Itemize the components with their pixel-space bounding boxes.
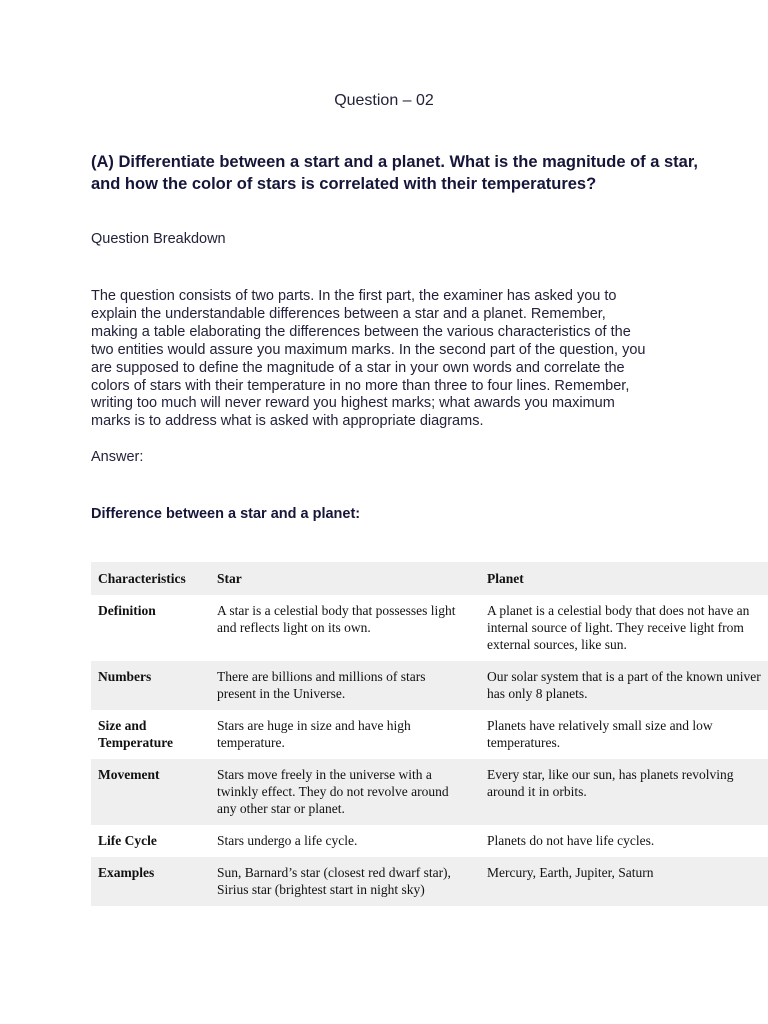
- cell-line: external sources, like sun.: [487, 637, 627, 652]
- row-characteristic: Numbers: [98, 669, 152, 684]
- row-star-cell: [210, 825, 480, 857]
- comparison-table: [91, 562, 768, 906]
- cell-line: any other star or planet.: [217, 801, 345, 816]
- paragraph-line: colors of stars with their temperature in no more than three to four lines. Remember,: [91, 377, 630, 394]
- cell-line: internal source of light. They receive light from: [487, 620, 744, 635]
- paragraph-line: explain the understandable differences between a star and a planet. Remember,: [91, 305, 606, 322]
- header-star: Star: [217, 571, 242, 586]
- row-planet-cell: [480, 710, 768, 759]
- cell-line: twinkly effect. They do not revolve around: [217, 784, 449, 799]
- row-characteristic: Definition: [98, 603, 156, 618]
- table-row: [91, 857, 768, 906]
- row-star-cell: [210, 595, 480, 661]
- cell-line: Stars undergo a life cycle.: [217, 833, 358, 848]
- cell-line: There are billions and millions of stars: [217, 669, 426, 684]
- cell-line: temperatures.: [487, 735, 561, 750]
- cell-line: Planets have relatively small size and low: [487, 718, 713, 733]
- cell-line: Sun, Barnard’s star (closest red dwarf star),: [217, 865, 451, 880]
- cell-line: Stars are huge in size and have high: [217, 718, 411, 733]
- cell-line: Sirius star (brightest start in night sky): [217, 882, 425, 897]
- table-row: [91, 661, 768, 710]
- cell-line: Mercury, Earth, Jupiter, Saturn: [487, 865, 654, 880]
- paragraph-line: The question consists of two parts. In the first part, the examiner has asked you to: [91, 288, 617, 304]
- row-star-cell: [210, 857, 480, 906]
- breakdown-label: Question Breakdown: [91, 231, 226, 247]
- section-heading: Difference between a star and a planet:: [91, 506, 361, 522]
- cell-line: Stars move freely in the universe with a: [217, 767, 432, 782]
- paragraph-line: marks is to address what is asked with appropriate diagrams.: [91, 413, 484, 430]
- cell-line: and reflects light on its own.: [217, 620, 371, 635]
- table-header-row: [91, 562, 768, 595]
- cell-line: Our solar system that is a part of the known univer: [487, 669, 761, 684]
- cell-line: has only 8 planets.: [487, 686, 588, 701]
- row-characteristic: Movement: [98, 767, 160, 782]
- page-title: Question – 02: [334, 92, 434, 109]
- question-text: (A) Differentiate between a start and a planet. What is the magnitude of a star, and how the color of stars is correlated with their temperatures?: [91, 153, 698, 193]
- cell-line: Every star, like our sun, has planets revolving: [487, 767, 734, 782]
- table-row: [91, 595, 768, 661]
- paragraph-line: two entities would assure you maximum marks. In the second part of the question, you: [91, 341, 646, 358]
- cell-line: around it in orbits.: [487, 784, 587, 799]
- row-star-cell: [210, 710, 480, 759]
- cell-line: A star is a celestial body that possesses light: [217, 603, 456, 618]
- row-characteristic: Size and Temperature: [98, 718, 173, 750]
- row-planet-cell: [480, 661, 768, 710]
- table-row: [91, 759, 768, 825]
- paragraph-line: writing too much will never reward you highest marks; what awards you maximum: [91, 395, 615, 412]
- paragraph-line: making a table elaborating the differences between the various characteristics of the: [91, 323, 631, 340]
- cell-line: present in the Universe.: [217, 686, 346, 701]
- row-characteristic: Life Cycle: [98, 833, 157, 848]
- row-planet-cell: [480, 857, 768, 906]
- header-characteristics: Characteristics: [98, 571, 186, 586]
- row-planet-cell: [480, 595, 768, 661]
- row-star-cell: [210, 759, 480, 825]
- header-planet: Planet: [487, 571, 524, 586]
- table-row: [91, 710, 768, 759]
- table-row: [91, 825, 768, 857]
- row-characteristic: Examples: [98, 865, 155, 880]
- answer-label: Answer:: [91, 449, 144, 465]
- cell-line: Planets do not have life cycles.: [487, 833, 655, 848]
- row-planet-cell: [480, 759, 768, 825]
- row-planet-cell: [480, 825, 768, 857]
- row-star-cell: [210, 661, 480, 710]
- breakdown-paragraph: [91, 288, 681, 431]
- cell-line: A planet is a celestial body that does not have an: [487, 603, 750, 618]
- cell-line: temperature.: [217, 735, 285, 750]
- paragraph-line: are supposed to define the magnitude of a star in your own words and correlate the: [91, 359, 625, 376]
